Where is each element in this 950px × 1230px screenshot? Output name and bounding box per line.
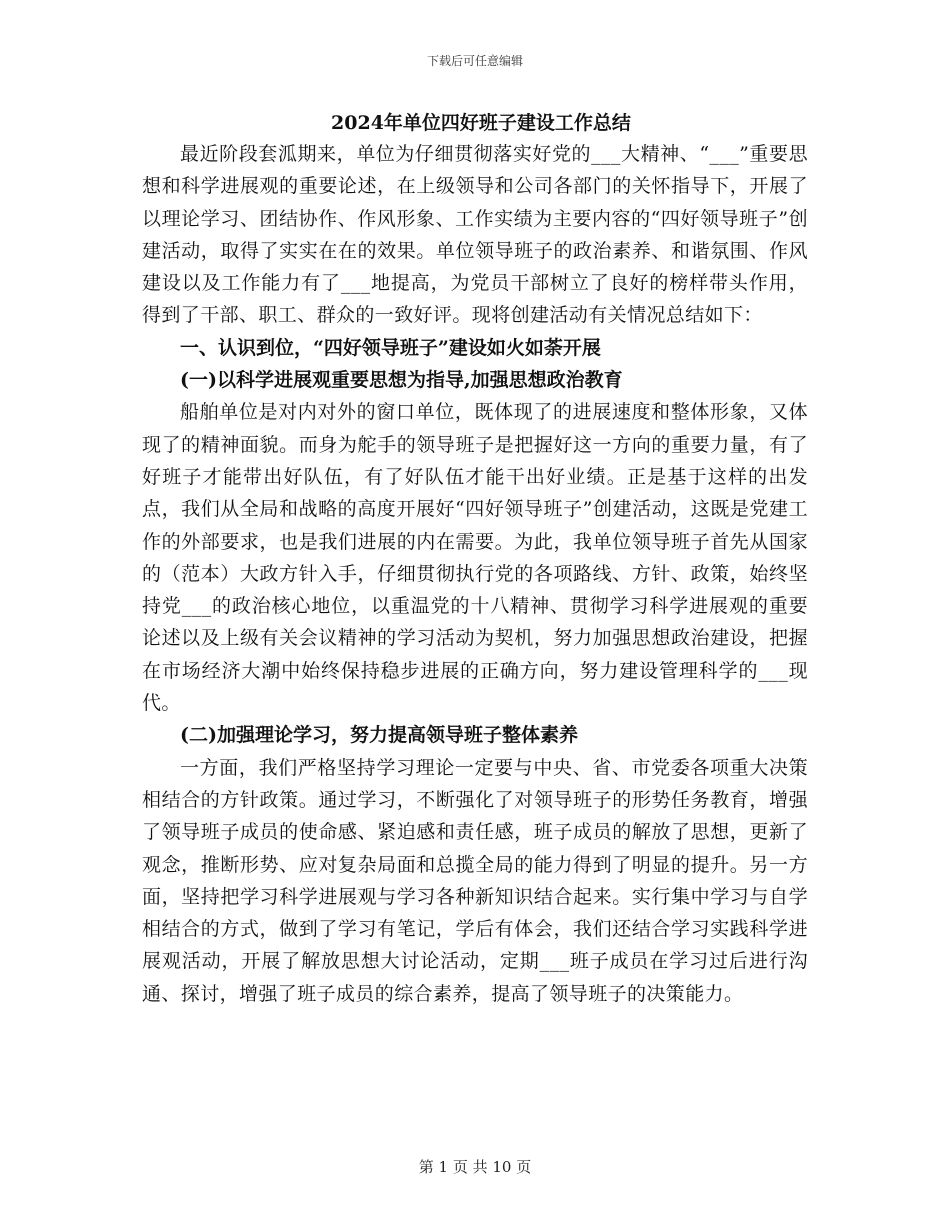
- document-body: [142, 108, 808, 1010]
- subsection-heading-1: (一)以科学进展观重要思想为指导,加强思想政治教育: [180, 369, 623, 392]
- header-note: 下载后可任意编辑: [426, 54, 523, 68]
- page-footer: 第 1 页 共 10 页: [418, 1158, 532, 1176]
- subsection-heading-2: (二)加强理论学习，努力提高领导班子整体素养: [180, 724, 578, 747]
- body-paragraph-2: 一方面，我们严格坚持学习理论一定要与中央、省、市党委各项重大决策相结合的方针政策。通过学习，不断强化了对领导班子的形势任务教育，增强了领导班子成员的使命感、紧迫感和责任感，班子成员的解放了思想，更新了观念，推断形势、应对复杂局面和总揽全局的能力得到了明显的提升。另一方面，坚持把学习科学进展观与学习各种新知识结合起来。实行集中学习与自学相结合的方式，做到了学习有笔记，学后有体会，我们还结合学习实践科学进展观活动，开展了解放思想大讨论活动，定期___班子成员在学习过后进行沟通、探讨，增强了班子成员的综合素养，提高了领导班子的决策能力。: [142, 756, 808, 1005]
- intro-paragraph: 最近阶段套泒期来，单位为仔细贯彻落实好党的___大精神、“___”重要思想和科学进展观的重要论述，在上级领导和公司各部门的关怀指导下，开展了以理论学习、团结协作、作风形象、工作实绩为主要内容的“四好领导班子”创建活动，取得了实实在在的效果。单位领导班子的政治素养、和谐氛围、作风建设以及工作能力有了___地提高，为党员干部树立了良好的榜样带头作用，得到了干部、职工、群众的一致好评。现将创建活动有关情况总结如下：: [142, 143, 808, 327]
- body-paragraph-1: 船舶单位是对内对外的窗口单位，既体现了的进展速度和整体形象，又体现了的精神面貌。而身为舵手的领导班子是把握好这一方向的重要力量，有了好班子才能带出好队伍，有了好队伍才能干出好业绩。正是基于这样的出发点，我们从全局和战略的高度开展好“四好领导班子”创建活动，这既是党建工作的外部要求，也是我们进展的内在需要。为此，我单位领导班子首先从国家的（范本）大政方针入手，仔细贯彻执行党的各项路线、方针、政策，始终坚持党___的政治核心地位，以重温党的十八精神、贯彻学习科学进展观的重要论述以及上级有关会议精神的学习活动为契机，努力加强思想政治建设，把握在市场经济大潮中始终保持稳步进展的正确方向，努力建设管理科学的___现代。: [142, 401, 808, 715]
- section-heading-1: 一、认识到位，“四好领导班子”建设如火如荼开展: [180, 336, 601, 359]
- document-title: 2024年单位四好班子建设工作总结: [331, 112, 631, 134]
